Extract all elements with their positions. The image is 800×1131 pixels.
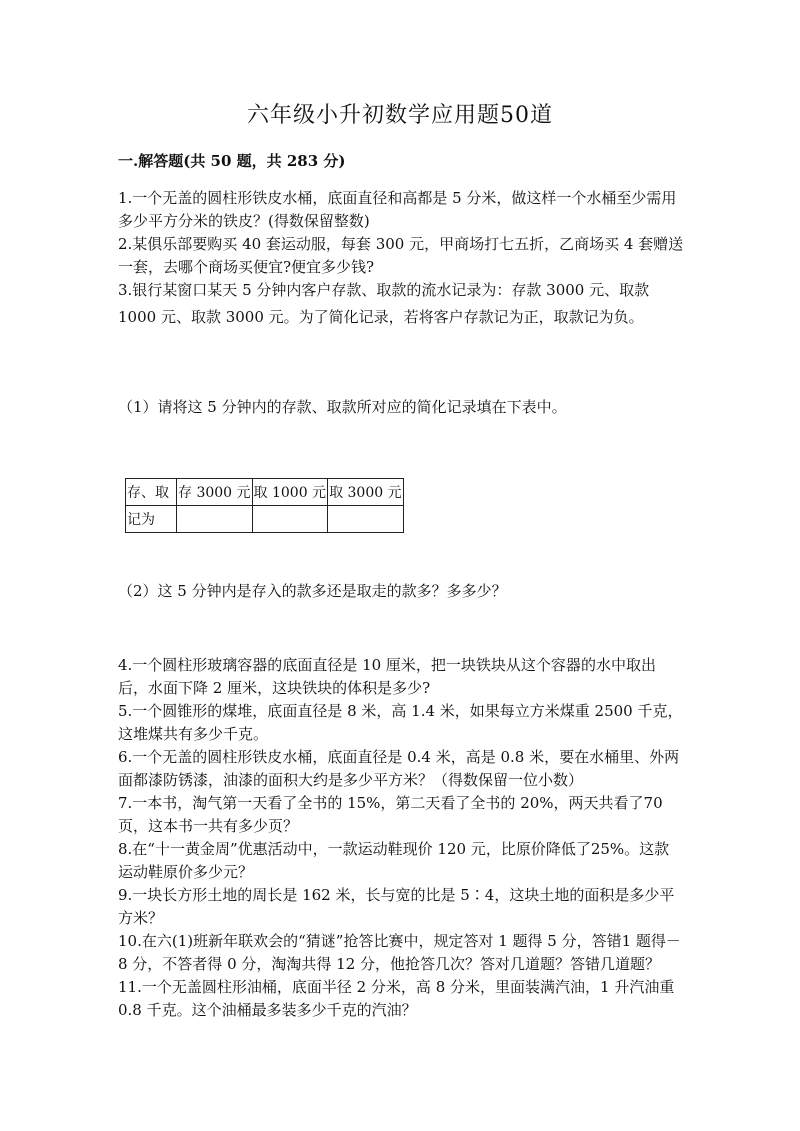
question-5: 5.一个圆锥形的煤堆，底面直径是 8 米，高 1.4 米，如果每立方米煤重 2500 千克，这堆煤共有多少千克。 [118,702,683,743]
table-row [126,506,404,533]
question-9: 9.一块长方形土地的周长是 162 米，长与宽的比是 5∶4，这块土地的面积是多少平方米？ [118,886,675,927]
question-block-4-11 [118,654,684,1022]
question-6: 6.一个无盖的圆柱形铁皮水桶，底面直径是 0.4 米，高是 0.8 米，要在水桶里、外两面都漆防锈漆，油漆的面积大约是多少平方米？（得数保留一位小数） [118,748,680,789]
question-3-line-2: 1000 元、取款 3000 元。为了简化记录，若将客户存款记为正，取款记为负。 [118,308,644,326]
question-7: 7.一本书，淘气第一天看了全书的 15%，第二天看了全书的 20%，两天共看了70 页，这本书一共有多少页？ [118,794,663,835]
question-1: 1.一个无盖的圆柱形铁皮水桶，底面直径和高都是 5 分米，做这样一个水桶至少需用多少平方分米的铁皮？(得数保留整数) [118,189,677,230]
section-heading: 一.解答题(共 50 题，共 283 分) [118,152,346,170]
question-8: 8.在“十一黄金周”优惠活动中，一款运动鞋现价 120 元，比原价降低了25%。这款运动鞋原价多少元？ [118,840,670,881]
answer-cell[interactable] [252,506,328,533]
question-3-sub-2: （2）这 5 分钟内是存入的款多还是取走的款多？多多少？ [118,582,507,600]
table-header-cell: 存 3000 元 [177,479,253,506]
page-title: 六年级小升初数学应用题50道 [247,103,553,128]
question-10: 10.在六(1)班新年联欢会的“猜谜”抢答比赛中，规定答对 1 题得 5 分，答错1 题得－8 分，不答者得 0 分，淘淘共得 12 分，他抢答几次？答对几道题？答错几道题？ [118,932,681,973]
table-header-cell: 存、取 [126,479,177,506]
table-row [126,479,404,506]
question-4: 4.一个圆柱形玻璃容器的底面直径是 10 厘米，把一块铁块从这个容器的水中取出后，水面下降 2 厘米，这块铁块的体积是多少? [118,656,656,697]
question-3-sub-1: （1）请将这 5 分钟内的存款、取款所对应的简化记录填在下表中。 [118,398,567,416]
table-header-cell: 取 1000 元 [252,479,328,506]
question-2: 2.某俱乐部要购买 40 套运动服，每套 300 元，甲商场打七五折，乙商场买 4 套赠送一套，去哪个商场买便宜?便宜多少钱? [118,235,684,276]
table-header-cell: 取 3000 元 [328,479,404,506]
answer-cell[interactable] [177,506,253,533]
answer-cell[interactable] [328,506,404,533]
table-row-label: 记为 [126,506,177,533]
question-3-line-1: 3.银行某窗口某天 5 分钟内客户存款、取款的流水记录为：存款 3000 元、取款 [118,281,650,299]
question-11: 11.一个无盖圆柱形油桶，底面半径 2 分米，高 8 分米，里面装满汽油，1 升汽油重 0.8 千克。这个油桶最多装多少千克的汽油？ [118,978,675,1019]
record-table [125,478,404,533]
question-block-1-3 [118,187,684,302]
